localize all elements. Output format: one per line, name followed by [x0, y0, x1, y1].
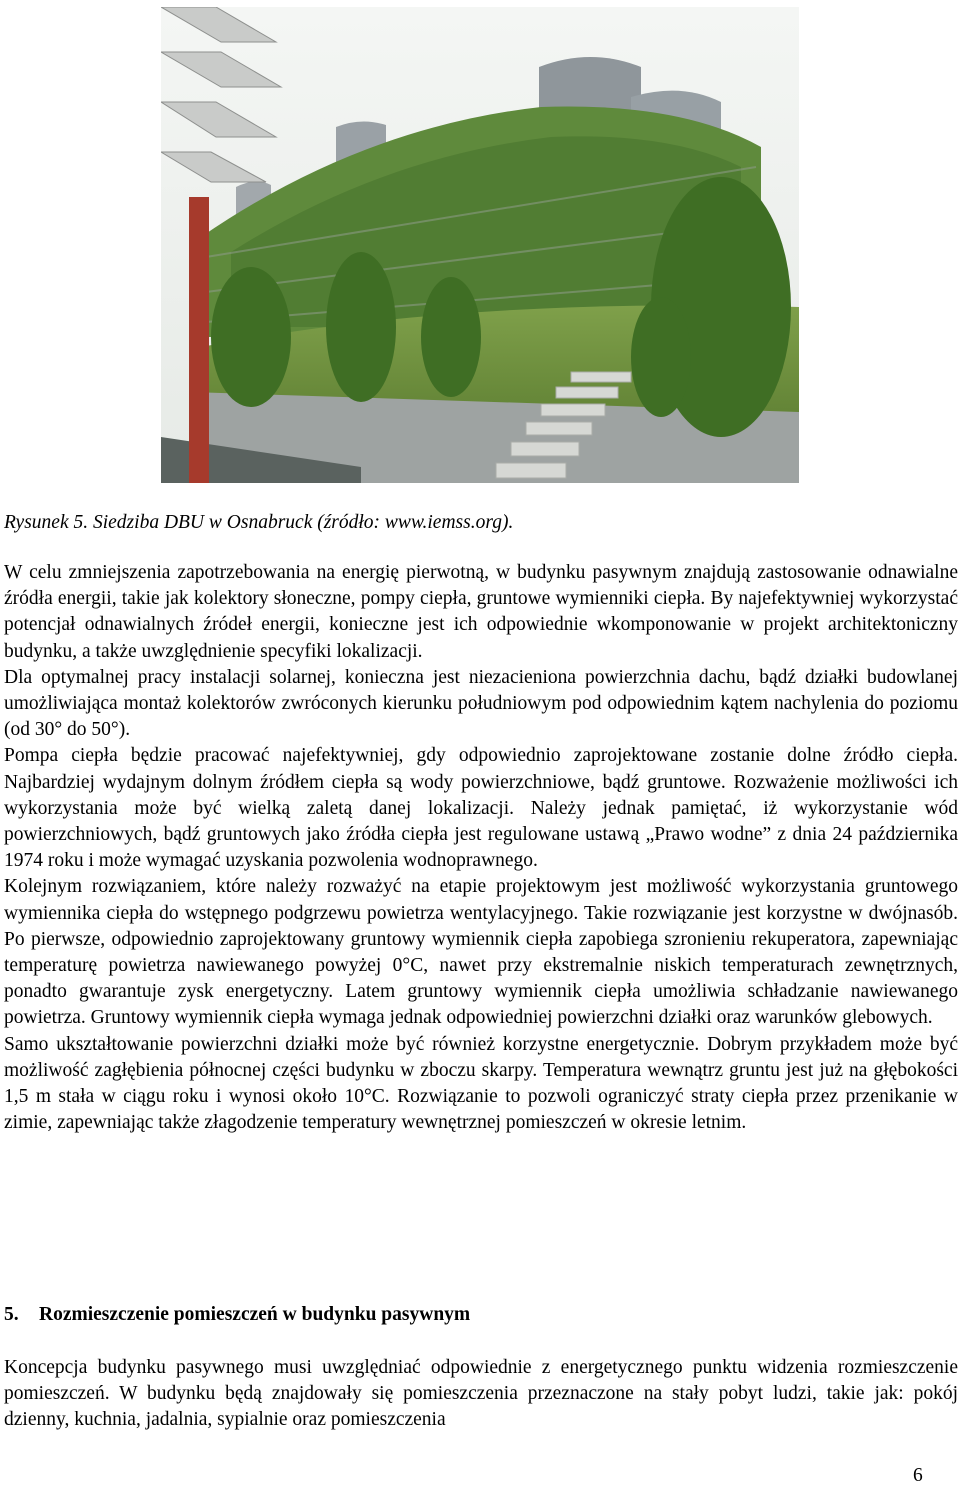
paragraph: Dla optymalnej pracy instalacji solarnej, konieczna jest niezacieniona powierzchnia dachu, bądź działki budowlanej umożliwiająca montaż kolektorów zwróconych kierunku południowym pod odpowiednim kątem nachylenia do poziomu (od 30° do 50°). [4, 666, 958, 741]
paragraph: Kolejnym rozwiązaniem, które należy rozważyć na etapie projektowym jest możliwość wykorzystania gruntowego wymiennika ciepła do wstępnego podgrzewu powietrza wentylacyjnego. Takie rozwiązanie jest korzystne w dwójnasób. Po pierwsze, odpowiednio zaprojektowany gruntowy wymiennik ciepła zapobiega szronieniu rekuperatora, zapewniając temperaturę powietrza nawiewanego powyżej 0°C, nawet przy ekstremalnie niskich temperaturach zewnętrznych, ponadto gwarantuje zysk energetyczny. Latem gruntowy wymiennik ciepła umożliwia schładzanie nawiewanego powietrza. Gruntowy wymiennik ciepła wymaga jednak odpowiedniej powierzchni działki oraz warunków glebowych. [4, 876, 958, 1029]
page-number: 6 [913, 1465, 923, 1486]
section-title: Rozmieszczenie pomieszczeń w budynku pasywnym [39, 1304, 471, 1325]
section-number: 5. [4, 1304, 19, 1325]
building-photo [161, 7, 799, 483]
paragraph: Samo ukształtowanie powierzchni działki może być również korzystne energetycznie. Dobrym przykładem może być możliwość zagłębienia północnej części budynku w zboczu skarpy. Temperatura wewnątrz gruntu jest już na głębokości 1,5 m stała w ciągu roku i wynosi około 10°C. Rozwiązanie to pozwoli ograniczyć straty ciepła przez przenikanie w zimie, zapewniając także złagodzenie temperatury wewnętrznej pomieszczeń w okresie letnim. [4, 1033, 958, 1134]
paragraph: W celu zmniejszenia zapotrzebowania na energię pierwotną, w budynku pasywnym znajdują zastosowanie odnawialne źródła energii, takie jak kolektory słoneczne, pompy ciepła, gruntowe wymienniki ciepła. By najefektywniej wykorzystać potencjał odnawialnych źródeł energii, konieczne jest ich odpowiednie wkomponowanie w projekt architektoniczny budynku, a także uwzględnienie specyfiki lokalizacji. [4, 562, 958, 662]
paragraph: Koncepcja budynku pasywnego musi uwzględniać odpowiednie z energetycznego punktu widzenia rozmieszczenie pomieszczeń. W budynku będą znajdowały się pomieszczenia przeznaczone na stały pobyt ludzi, takie jak: pokój dzienny, kuchnia, jadalnia, sypialnie oraz pomieszczenia [4, 1357, 958, 1431]
body-text [4, 560, 958, 1136]
figure-caption: Rysunek 5. Siedziba DBU w Osnabruck (źródło: www.iemss.org). [4, 512, 514, 533]
section-heading [4, 1302, 470, 1328]
building-photo-illustration [161, 7, 799, 483]
section-body [4, 1355, 958, 1434]
paragraph: Pompa ciepła będzie pracować najefektywniej, gdy odpowiednio zaprojektowane zostanie dolne źródło ciepła. Najbardziej wydajnym dolnym źródłem ciepła są wody powierzchniowe, bądź gruntowe. Rozważenie możliwości ich wykorzystania może być wielką zaletą danej lokalizacji. Należy jednak pamiętać, iż wykorzystanie wód powierzchniowych, bądź gruntowych jako źródła ciepła jest regulowane ustawą „Prawo wodne” z dnia 24 października 1974 roku i może wymagać uzyskania pozwolenia wodnoprawnego. [4, 745, 958, 872]
